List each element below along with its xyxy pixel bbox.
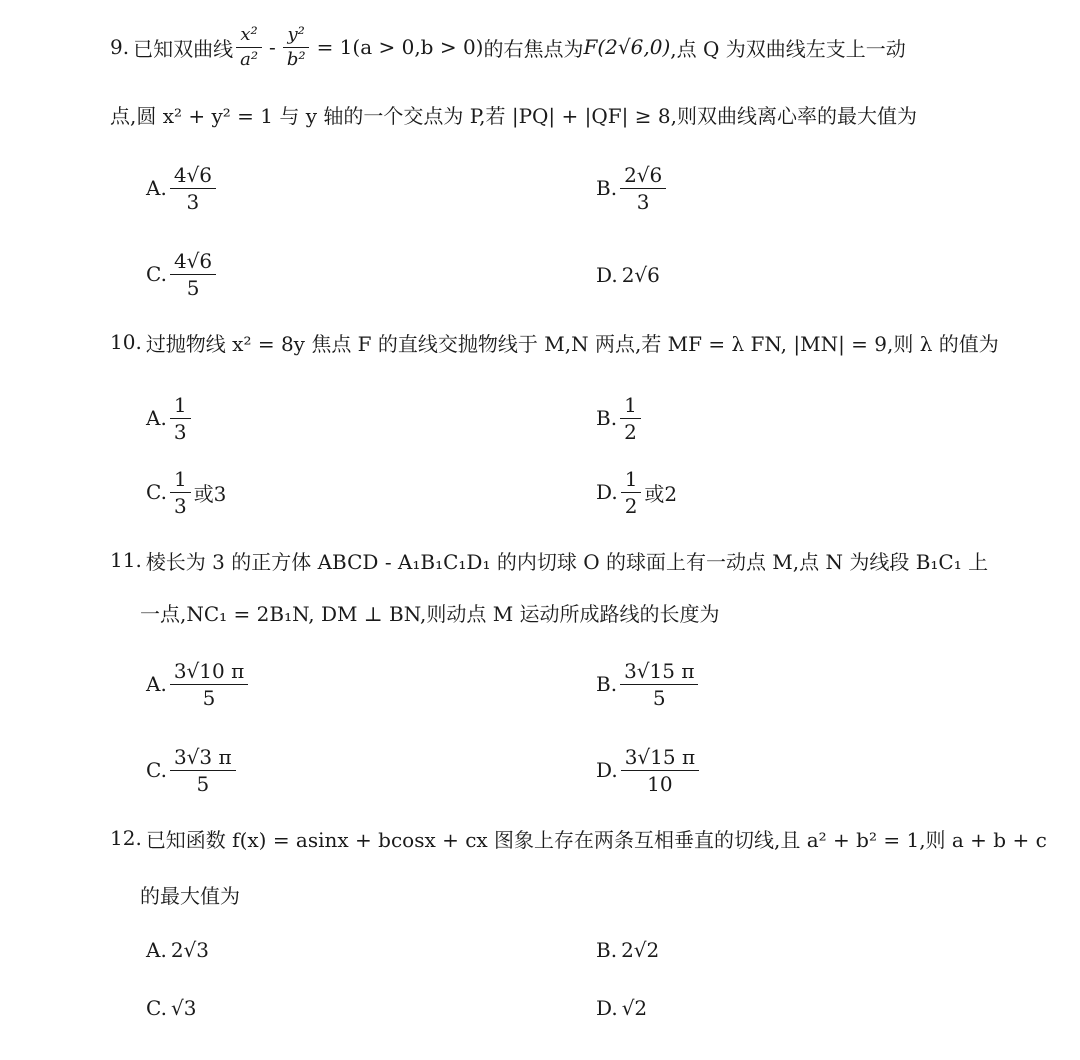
q11-number: 11. xyxy=(110,548,142,572)
q9-equation-tail: = 1(a > 0,b > 0) xyxy=(316,35,484,59)
q12-option-a xyxy=(146,932,209,968)
q11-option-b xyxy=(596,656,701,712)
option-label: A. xyxy=(146,176,167,200)
q10-line-1 xyxy=(110,324,999,360)
q11-option-c xyxy=(146,742,239,798)
q9-number: 9. xyxy=(110,35,130,59)
option-label: B. xyxy=(596,938,618,962)
q11-option-a xyxy=(146,656,251,712)
option-fraction: $\frac{1}{3}$ xyxy=(170,394,191,443)
q11-option-d xyxy=(596,742,702,798)
option-fraction: $\frac{1}{2}$ xyxy=(621,468,642,517)
option-tail: 或2 xyxy=(644,481,678,506)
option-label: A. xyxy=(146,938,167,962)
q10-option-a xyxy=(146,390,194,446)
option-tail: 或3 xyxy=(193,481,227,506)
q9-focus: F(2√6,0) xyxy=(583,35,671,59)
q11-line-1 xyxy=(110,542,988,578)
q12-option-b xyxy=(596,932,659,968)
q12-line-2-text: 的最大值为 xyxy=(140,883,240,908)
option-value: 2√2 xyxy=(621,938,660,962)
q12-option-d xyxy=(596,990,647,1026)
option-label: B. xyxy=(596,176,618,200)
q9-line-1 xyxy=(110,22,906,72)
q12-line-1-text: 已知函数 f(x) = asinx + bcosx + cx 图象上存在两条互相垂直的切线,且 a² + b² = 1,则 a + b + c xyxy=(145,827,1047,852)
q9-line-2 xyxy=(110,96,917,132)
option-label: B. xyxy=(596,672,618,696)
option-fraction: $\frac{2√6}{3}$ xyxy=(620,164,666,213)
option-value: 2√3 xyxy=(170,938,210,962)
option-fraction: $\frac{4√6}{3}$ xyxy=(170,164,216,213)
q11-line-1-text: 棱长为 3 的正方体 ABCD - A₁B₁C₁D₁ 的内切球 O 的球面上有一动点 M,点 N 为线段 B₁C₁ 上 xyxy=(145,549,989,574)
q9-option-b xyxy=(596,160,669,216)
option-label: B. xyxy=(596,406,618,430)
q9-option-d xyxy=(596,258,660,292)
q9-text-2: 的右焦点为 xyxy=(483,36,584,61)
option-value: √3 xyxy=(170,996,197,1020)
q10-number: 10. xyxy=(110,330,142,354)
q9-fraction-x: $\frac{\text{x²}}{\text{a²}}$ xyxy=(236,25,262,70)
q10-option-c xyxy=(146,464,226,520)
option-fraction: $\frac{3√10 \pi}{5}$ xyxy=(170,660,248,709)
option-fraction: $\frac{3√3 \pi}{5}$ xyxy=(170,746,236,795)
q9-text-3: ,点 Q 为双曲线左支上一动 xyxy=(670,36,906,61)
q11-line-2 xyxy=(140,594,720,630)
option-fraction: $\frac{3√15 \pi}{5}$ xyxy=(620,660,698,709)
option-fraction: $\frac{3√15 \pi}{10}$ xyxy=(621,746,699,795)
option-fraction: $\frac{4√6}{5}$ xyxy=(170,250,216,299)
q12-number: 12. xyxy=(110,826,142,850)
q9-option-c xyxy=(146,246,219,302)
q10-text: 过抛物线 x² = 8y 焦点 F 的直线交抛物线于 M,N 两点,若 MF = λ FN, |MN| = 9,则 λ 的值为 xyxy=(145,331,999,356)
option-value: √2 xyxy=(621,996,648,1020)
option-label: A. xyxy=(146,672,167,696)
option-label: A. xyxy=(146,406,167,430)
q9-fraction-y: $\frac{\text{y²}}{\text{b²}}$ xyxy=(283,25,310,70)
q9-text-1: 已知双曲线 xyxy=(133,36,234,61)
option-label: C. xyxy=(146,262,167,286)
option-value: 2√6 xyxy=(621,263,660,287)
q9-option-a xyxy=(146,160,219,216)
option-fraction: $\frac{1}{3}$ xyxy=(170,468,191,517)
q9-line-2-text: 点,圆 x² + y² = 1 与 y 轴的一个交点为 P,若 |PQ| + |QF| ≥ 8,则双曲线离心率的最大值为 xyxy=(110,103,917,128)
option-label: C. xyxy=(146,758,167,782)
option-label: D. xyxy=(596,758,618,782)
option-label: D. xyxy=(596,996,618,1020)
q12-option-c xyxy=(146,990,196,1026)
option-label: D. xyxy=(596,480,618,504)
q10-option-d xyxy=(596,464,677,520)
option-label: C. xyxy=(146,480,167,504)
q12-line-2 xyxy=(140,876,240,912)
option-label: C. xyxy=(146,996,167,1020)
q11-line-2-text: 一点,NC₁ = 2B₁N, DM ⊥ BN,则动点 M 运动所成路线的长度为 xyxy=(140,601,720,626)
option-fraction: $\frac{1}{2}$ xyxy=(620,394,641,443)
q12-line-1 xyxy=(110,820,1047,856)
q10-option-b xyxy=(596,390,644,446)
option-label: D. xyxy=(596,263,618,287)
q9-minus: - xyxy=(269,35,276,59)
